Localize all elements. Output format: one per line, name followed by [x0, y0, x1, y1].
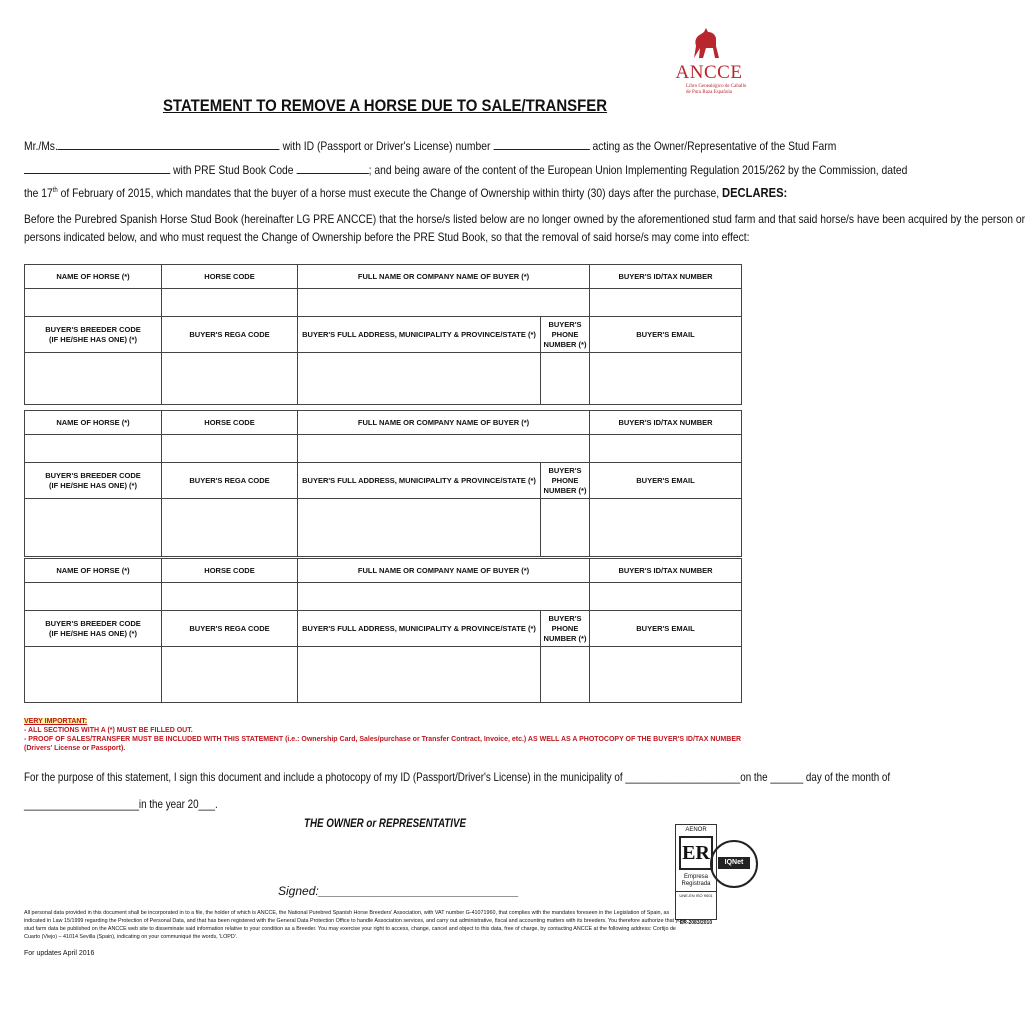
intro-line-1 [24, 139, 836, 153]
logo-subtitle-1: Libro Genealógico de Caballo [686, 84, 747, 89]
logo-subtitle-2: de Pura Raza Española [686, 90, 732, 95]
hdr-email: BUYER'S EMAIL [590, 317, 742, 353]
cell-horse-code[interactable] [162, 435, 298, 463]
cell-breeder-code[interactable] [25, 353, 162, 405]
horse-block-3 [24, 558, 742, 611]
cell-email[interactable] [590, 499, 742, 557]
intro-para-2: persons indicated below, and who must request the Change of Ownership before the PRE Stud Book, so that the removal of said horse/s may come into effect: [24, 230, 750, 244]
legal-notice: All personal data provided in this document shall be incorporated in to a file, the holder of which is ANCCE, the National Purebred Spanish Horse Breeders' Association, with VAT number G-41071960, that complies with the mandates foreseen in the Legislation of Spain, as indicated in Law 15/1999 regarding the Protection of Personal Data, and that has been registered with the General Data Protection Office to handle Association services, and carry out administrative, fiscal and accounting matters with its breeders. You therefore authorize that your stud farm data be published on the ANCCE web site to disseminate said information relative to your condition as a Breeder. You may exercise your right to access, change, cancel and object to this data, free of charge, by contacting ANCCE at the following address: Cortijo de Cuarto (Viejo) – 41014 Sevilla (Spain), indicating on your communiqué the words, 'LOPD'. [24, 910, 686, 940]
cell-address[interactable] [298, 499, 541, 557]
document-title: STATEMENT TO REMOVE A HORSE DUE TO SALE/TRANSFER [162, 96, 608, 115]
cell-horse-name[interactable] [25, 435, 162, 463]
name-field[interactable] [58, 149, 280, 150]
hdr-horse-code: HORSE CODE [162, 411, 298, 435]
date-sup: th [52, 187, 58, 194]
cell-buyer-id[interactable] [590, 289, 742, 317]
hdr-email: BUYER'S EMAIL [590, 611, 742, 647]
ancce-logo [658, 22, 758, 100]
iqnet-label: IQNet [718, 857, 750, 869]
hdr-breeder-code-1: BUYER'S BREEDER CODE [45, 324, 141, 334]
cell-email[interactable] [590, 647, 742, 703]
owner-rep-label: acting as the Owner/Representative of the Stud Farm [592, 139, 837, 153]
horse-block-2 [24, 410, 742, 463]
hdr-phone-2: NUMBER (*) [543, 485, 587, 495]
signature-line: Signed:______________________________ [278, 884, 519, 898]
note-proof-of-sale: - PROOF OF SALES/TRANSFER MUST BE INCLUDED WITH THIS STATEMENT (i.e.: Ownership Card, Sales/purchase or Transfer Contract, Invoice, etc.) AS WELL AS A PHOTOCOPY OF THE BUYER'S ID/TAX NUMBER (Drivers' License or Passport). [24, 736, 742, 752]
horse-block-1 [24, 264, 742, 317]
mandate-text: of February of 2015, which mandates that the buyer of a horse must execute the Change of Ownership within thirty (30) days after the purchase, [60, 186, 720, 200]
cell-breeder-code[interactable] [25, 647, 162, 703]
updates-note: For updates April 2016 [24, 950, 95, 957]
hdr-buyer-id: BUYER'S ID/TAX NUMBER [590, 411, 742, 435]
hdr-horse-name: NAME OF HORSE (*) [25, 559, 162, 583]
owner-label: THE OWNER or REPRESENTATIVE [303, 818, 467, 830]
id-number-field[interactable] [493, 149, 589, 150]
hdr-horse-name: NAME OF HORSE (*) [25, 411, 162, 435]
hdr-rega-code: BUYER'S REGA CODE [162, 317, 298, 353]
cell-address[interactable] [298, 647, 541, 703]
hdr-phone-2: NUMBER (*) [543, 633, 587, 643]
hdr-breeder-code-1: BUYER'S BREEDER CODE [45, 470, 141, 480]
id-label: with ID (Passport or Driver's License) number [282, 139, 491, 153]
hdr-breeder-code [25, 611, 162, 647]
horse-block-2-buyer [24, 462, 742, 557]
cell-rega-code[interactable] [162, 499, 298, 557]
note-required-fields: - ALL SECTIONS WITH A (*) MUST BE FILLED OUT. [24, 727, 193, 734]
cell-buyer-name[interactable] [298, 289, 590, 317]
horse-block-1-buyer [24, 316, 742, 405]
stud-farm-field[interactable] [24, 173, 170, 174]
horse-icon [686, 24, 726, 64]
stud-code-label: with PRE Stud Book Code [173, 163, 294, 177]
logo-name: ANCCE [675, 62, 743, 83]
cell-rega-code[interactable] [162, 353, 298, 405]
intro-line-2 [24, 163, 907, 177]
hdr-breeder-code-2: (IF HE/SHE HAS ONE) (*) [49, 334, 137, 344]
hdr-phone-1: BUYER'S PHONE [548, 613, 582, 633]
hdr-buyer-id: BUYER'S ID/TAX NUMBER [590, 265, 742, 289]
aenor-name: AENOR [685, 827, 707, 833]
hdr-buyer-name: FULL NAME OR COMPANY NAME OF BUYER (*) [298, 265, 590, 289]
intro-para-1: Before the Purebred Spanish Horse Stud Book (hereinafter LG PRE ANCCE) that the horse/s listed below are no longer owned by the aforementioned stud farm and that said horse/s have been acquired by the person or [24, 212, 1025, 226]
registrada-label: Registrada [681, 881, 711, 887]
cell-phone[interactable] [541, 499, 590, 557]
cell-horse-code[interactable] [162, 289, 298, 317]
horses-table [24, 264, 741, 702]
hdr-email: BUYER'S EMAIL [590, 463, 742, 499]
cell-phone[interactable] [541, 353, 590, 405]
hdr-phone-1: BUYER'S PHONE [548, 319, 582, 339]
cell-horse-name[interactable] [25, 289, 162, 317]
stud-code-field[interactable] [296, 173, 368, 174]
iso-label: UNE-EN ISO 9001 [676, 891, 716, 898]
cell-buyer-id[interactable] [590, 435, 742, 463]
important-notes [24, 717, 770, 753]
hdr-breeder-code-2: (IF HE/SHE HAS ONE) (*) [49, 628, 137, 638]
hdr-horse-name: NAME OF HORSE (*) [25, 265, 162, 289]
hdr-buyer-name: FULL NAME OR COMPANY NAME OF BUYER (*) [298, 559, 590, 583]
hdr-rega-code: BUYER'S REGA CODE [162, 611, 298, 647]
iqnet-seal [710, 840, 758, 888]
cell-buyer-name[interactable] [298, 435, 590, 463]
hdr-address: BUYER'S FULL ADDRESS, MUNICIPALITY & PROVINCE/STATE (*) [298, 317, 541, 353]
hdr-horse-code: HORSE CODE [162, 559, 298, 583]
cell-email[interactable] [590, 353, 742, 405]
hdr-rega-code: BUYER'S REGA CODE [162, 463, 298, 499]
hdr-address: BUYER'S FULL ADDRESS, MUNICIPALITY & PROVINCE/STATE (*) [298, 463, 541, 499]
statement-line-2: _____________________in the year 20___. [24, 797, 218, 811]
empresa-label: Empresa [683, 874, 708, 880]
regulation-text: ; and being aware of the content of the European Union Implementing Regulation 2015/262 by the Commission, dated [368, 163, 908, 177]
cell-address[interactable] [298, 353, 541, 405]
er-mark: ER [679, 836, 713, 870]
hdr-phone [541, 317, 590, 353]
statement-line-1: For the purpose of this statement, I sign this document and include a photocopy of my ID (Passport/Driver's License) in the municipality of _____________________on the ______ day of the month of [24, 770, 891, 784]
cell-horse-code[interactable] [162, 583, 298, 611]
hdr-buyer-id: BUYER'S ID/TAX NUMBER [590, 559, 742, 583]
cell-phone[interactable] [541, 647, 590, 703]
cell-rega-code[interactable] [162, 647, 298, 703]
hdr-phone-1: BUYER'S PHONE [548, 465, 582, 485]
cell-buyer-id[interactable] [590, 583, 742, 611]
hdr-breeder-code [25, 463, 162, 499]
very-important-label: VERY IMPORTANT: [24, 718, 88, 725]
hdr-phone [541, 463, 590, 499]
cell-horse-name[interactable] [25, 583, 162, 611]
hdr-breeder-code [25, 317, 162, 353]
hdr-address: BUYER'S FULL ADDRESS, MUNICIPALITY & PROVINCE/STATE (*) [298, 611, 541, 647]
hdr-breeder-code-1: BUYER'S BREEDER CODE [45, 618, 141, 628]
declares-label: DECLARES: [722, 185, 788, 200]
mr-ms-label: Mr./Ms. [24, 139, 58, 153]
logo-subtitle [686, 84, 766, 96]
cell-breeder-code[interactable] [25, 499, 162, 557]
hdr-phone-2: NUMBER (*) [543, 339, 587, 349]
hdr-breeder-code-2: (IF HE/SHE HAS ONE) (*) [49, 480, 137, 490]
horse-block-3-buyer [24, 610, 742, 703]
hdr-buyer-name: FULL NAME OR COMPANY NAME OF BUYER (*) [298, 411, 590, 435]
hdr-horse-code: HORSE CODE [162, 265, 298, 289]
hdr-phone [541, 611, 590, 647]
date-text: the 17 [24, 186, 53, 200]
intro-line-3 [24, 185, 787, 200]
cell-buyer-name[interactable] [298, 583, 590, 611]
er-code: ER-2083/2010 [679, 920, 713, 926]
